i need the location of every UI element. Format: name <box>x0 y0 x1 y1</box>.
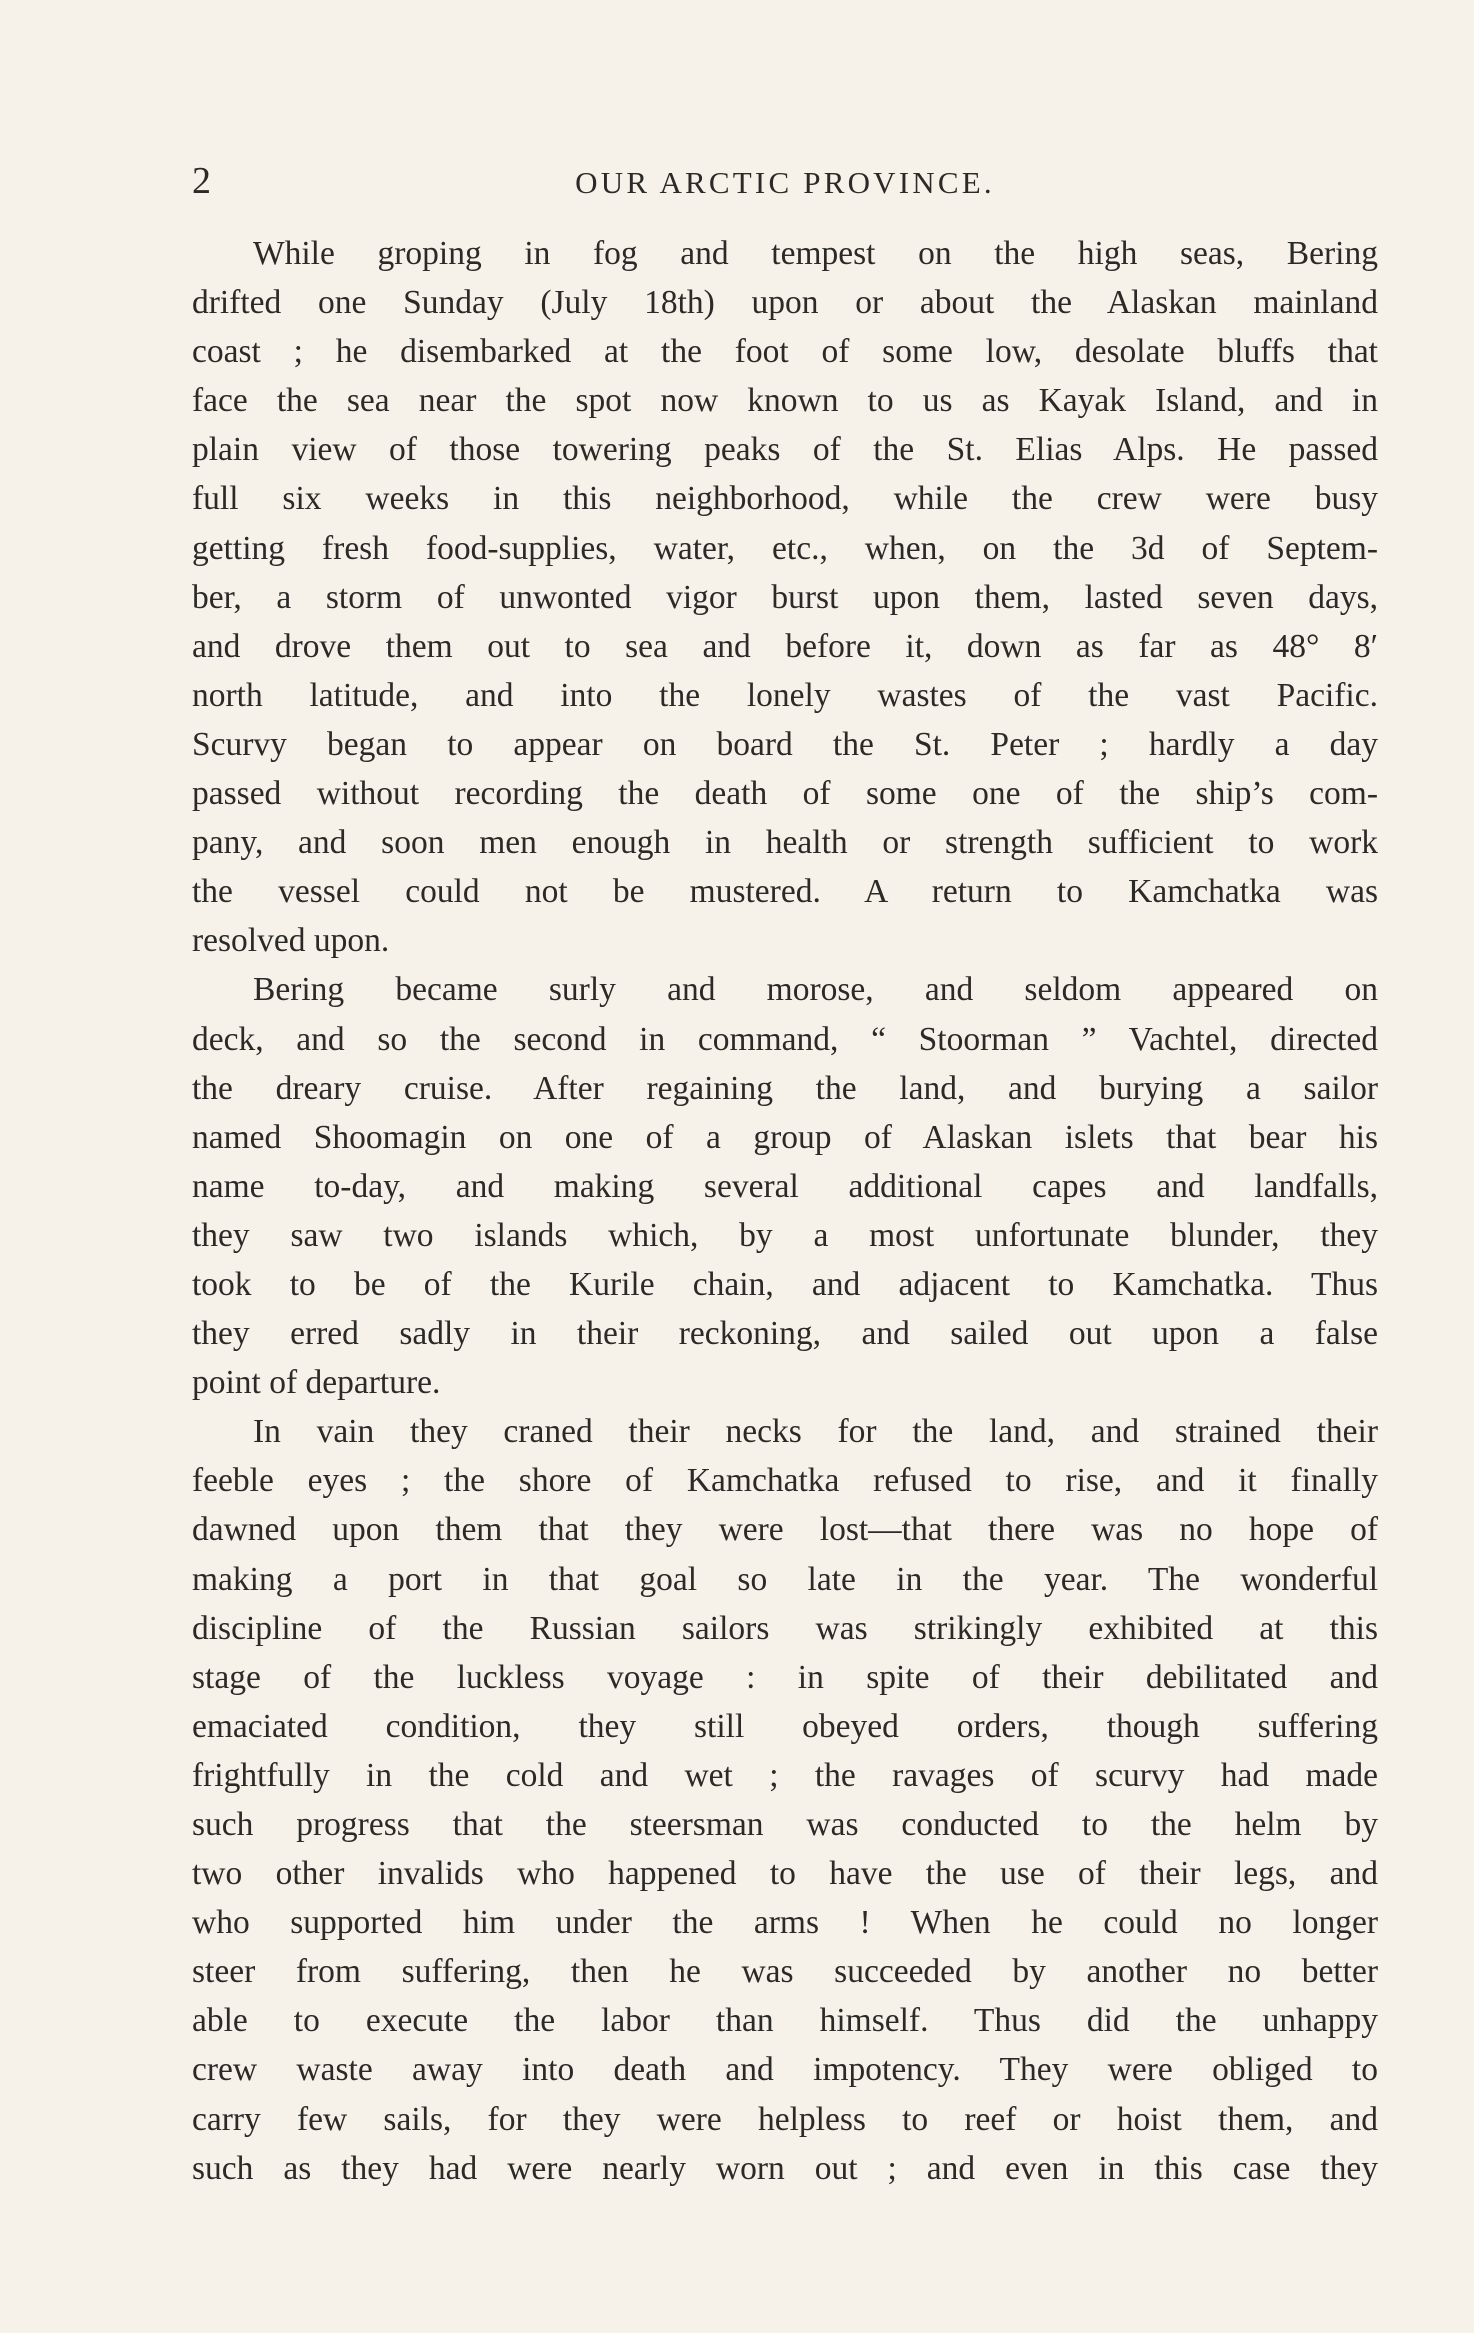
text-line: they saw two islands which, by a most unfortunate blunder, they <box>192 1216 1378 1254</box>
text-line: the vessel could not be mustered. A return to Kamchatka was <box>192 873 1378 911</box>
paragraph-3 <box>192 1407 1378 2193</box>
text-line: getting fresh food-supplies, water, etc., when, on the 3d of Septem- <box>192 529 1378 567</box>
text-line: such as they had were nearly worn out ; and even in this case they <box>192 2149 1378 2187</box>
text-line: coast ; he disembarked at the foot of some low, desolate bluffs that <box>192 333 1378 371</box>
text-line: name to-day, and making several additional capes and landfalls, <box>192 1167 1378 1205</box>
page-number: 2 <box>192 160 212 202</box>
text-line: able to execute the labor than himself. Thus did the unhappy <box>192 2002 1378 2040</box>
text-line: frightfully in the cold and wet ; the ravages of scurvy had made <box>192 1756 1378 1794</box>
text-line: two other invalids who happened to have the use of their legs, and <box>192 1855 1378 1893</box>
text-line: north latitude, and into the lonely wastes of the vast Pacific. <box>192 676 1378 714</box>
text-line: point of departure. <box>192 1364 441 1402</box>
text-line: discipline of the Russian sailors was strikingly exhibited at this <box>192 1609 1378 1647</box>
running-title: OUR ARCTIC PROVINCE. <box>575 165 995 200</box>
body-text <box>192 229 1378 2193</box>
text-line: feeble eyes ; the shore of Kamchatka refused to rise, and it finally <box>192 1462 1378 1500</box>
text-line: Scurvy began to appear on board the St. Peter ; hardly a day <box>192 725 1378 763</box>
text-line: and drove them out to sea and before it, down as far as 48° 8′ <box>192 627 1378 665</box>
text-line: pany, and soon men enough in health or strength sufficient to work <box>192 824 1378 862</box>
text-line: crew waste away into death and impotency. They were obliged to <box>192 2051 1378 2089</box>
paragraph-2 <box>192 965 1378 1407</box>
text-line: named Shoomagin on one of a group of Alaskan islets that bear his <box>192 1118 1378 1156</box>
text-line: In vain they craned their necks for the land, and strained their <box>253 1413 1378 1451</box>
text-line: passed without recording the death of some one of the ship’s com- <box>192 775 1378 813</box>
text-line: such progress that the steersman was conducted to the helm by <box>192 1806 1378 1843</box>
text-line: took to be of the Kurile chain, and adjacent to Kamchatka. Thus <box>192 1265 1378 1303</box>
text-line: While groping in fog and tempest on the high seas, Bering <box>253 235 1378 272</box>
text-line: they erred sadly in their reckoning, and sailed out upon a false <box>192 1315 1378 1353</box>
text-line: the dreary cruise. After regaining the land, and burying a sailor <box>192 1069 1378 1107</box>
text-line: carry few sails, for they were helpless to reef or hoist them, and <box>192 2100 1378 2138</box>
text-line: steer from suffering, then he was succeeded by another no better <box>192 1953 1378 1991</box>
text-line: making a port in that goal so late in the year. The wonderful <box>192 1560 1378 1598</box>
page-header <box>192 156 1378 206</box>
text-line: who supported him under the arms ! When he could no longer <box>192 1904 1378 1942</box>
text-line: drifted one Sunday (July 18th) upon or about the Alaskan mainland <box>192 284 1378 322</box>
text-line: full six weeks in this neighborhood, while the crew were busy <box>192 480 1378 518</box>
text-line: resolved upon. <box>192 922 390 960</box>
text-line: dawned upon them that they were lost—that there was no hope of <box>192 1511 1378 1549</box>
text-line: emaciated condition, they still obeyed orders, though suffering <box>192 1707 1378 1745</box>
text-line: ber, a storm of unwonted vigor burst upon them, lasted seven days, <box>192 578 1378 616</box>
text-line: plain view of those towering peaks of the St. Elias Alps. He passed <box>192 431 1378 469</box>
paragraph-1 <box>192 229 1378 965</box>
text-line: stage of the luckless voyage : in spite of their debilitated and <box>192 1658 1378 1696</box>
text-line: Bering became surly and morose, and seldom appeared on <box>253 971 1378 1009</box>
text-line: deck, and so the second in command, “ Stoorman ” Vachtel, directed <box>192 1020 1378 1058</box>
text-line: face the sea near the spot now known to us as Kayak Island, and in <box>192 382 1378 420</box>
